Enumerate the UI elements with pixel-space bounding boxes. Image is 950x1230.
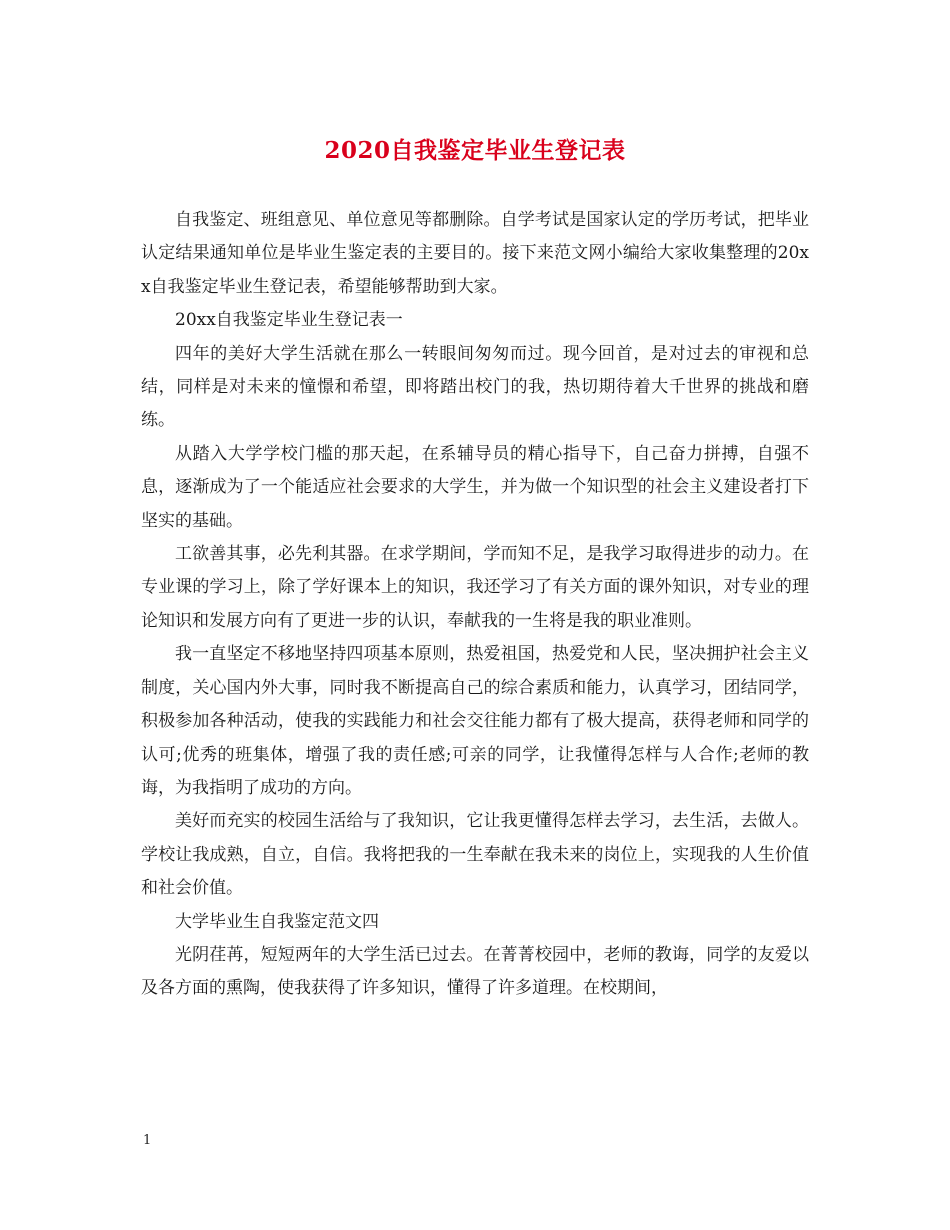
paragraph-intro: 自我鉴定、班组意见、单位意见等都删除。自学考试是国家认定的学历考试，把毕业认定结果通知单位是毕业生鉴定表的主要目的。接下来范文网小编给大家收集整理的20xx自我鉴定毕业生登记表，希望能够帮助到大家。	[141, 210, 809, 297]
paragraph-4: 我一直坚定不移地坚持四项基本原则，热爱祖国，热爱党和人民，坚决拥护社会主义制度，关心国内外大事，同时我不断提高自己的综合素质和能力，认真学习，团结同学，积极参加各种活动，使我的实践能力和社会交往能力都有了极大提高，获得老师和同学的认可;优秀的班集体，增强了我的责任感;可亲的同学，让我懂得怎样与人合作;老师的教诲，为我指明了成功的方向。	[141, 644, 809, 798]
section-heading-1: 20xx自我鉴定毕业生登记表一	[175, 310, 403, 331]
section-heading-2: 大学毕业生自我鉴定范文四	[175, 911, 379, 932]
paragraph-2: 从踏入大学学校门槛的那天起，在系辅导员的精心指导下，自己奋力拼搏，自强不息，逐渐成为了一个能适应社会要求的大学生，并为做一个知识型的社会主义建设者打下坚实的基础。	[141, 443, 809, 531]
page-number: 1	[143, 1133, 152, 1148]
paragraph-5: 美好而充实的校园生活给与了我知识，它让我更懂得怎样去学习，去生活，去做人。学校让我成熟，自立，自信。我将把我的一生奉献在我未来的岗位上，实现我的人生价值和社会价值。	[141, 811, 809, 899]
paragraph-1: 四年的美好大学生活就在那么一转眼间匆匆而过。现今回首，是对过去的审视和总结，同样是对未来的憧憬和希望，即将踏出校门的我，热切期待着大千世界的挑战和磨练。	[141, 343, 809, 431]
paragraph-3: 工欲善其事，必先利其器。在求学期间，学而知不足，是我学习取得进步的动力。在专业课的学习上，除了学好课本上的知识，我还学习了有关方面的课外知识，对专业的理论知识和发展方向有了更进一步的认识，奉献我的一生将是我的职业准则。	[141, 544, 809, 631]
document-title: 2020自我鉴定毕业生登记表	[324, 137, 626, 164]
document-body	[141, 204, 809, 1006]
paragraph-6: 光阴荏苒，短短两年的大学生活已过去。在菁菁校园中，老师的教诲，同学的友爱以及各方面的熏陶，使我获得了许多知识，懂得了许多道理。在校期间，	[141, 944, 809, 999]
